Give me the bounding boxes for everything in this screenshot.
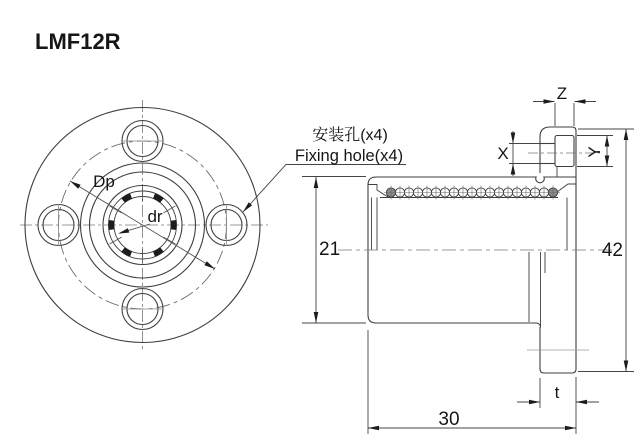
dim-21-label: 21	[319, 239, 341, 260]
body-outline	[368, 177, 541, 328]
bore-diameter-leader	[118, 224, 150, 234]
dim-42-label: 42	[601, 240, 623, 261]
dim-x	[509, 131, 540, 176]
counterbore-section	[555, 136, 574, 167]
dim-z-label: Z	[556, 84, 568, 103]
dim-t-label: t	[554, 383, 560, 402]
dim-y-label: Y	[585, 146, 604, 158]
front-centerlines	[20, 100, 268, 349]
bore-label: dr	[147, 207, 163, 226]
arrowhead	[118, 228, 129, 233]
page-title: LMF12R	[35, 29, 121, 54]
lower-half-edges	[529, 252, 545, 327]
front-view	[20, 100, 268, 349]
fixing-hole-label-en: Fixing hole(x4)	[294, 147, 404, 165]
dim-30	[368, 330, 576, 434]
sleeve-end-lines	[372, 198, 568, 251]
pitch-circle-label: Dp	[93, 172, 115, 191]
dim-z	[533, 99, 596, 126]
fixing-hole-leader	[243, 165, 406, 213]
dim-x-label: X	[497, 144, 509, 163]
track-left-step	[369, 185, 389, 198]
arrowhead	[70, 181, 81, 189]
fixing-hole-label-zh: 安装孔(x4)	[312, 127, 388, 144]
dim-30-label: 30	[438, 409, 460, 430]
arrowhead	[204, 261, 215, 269]
